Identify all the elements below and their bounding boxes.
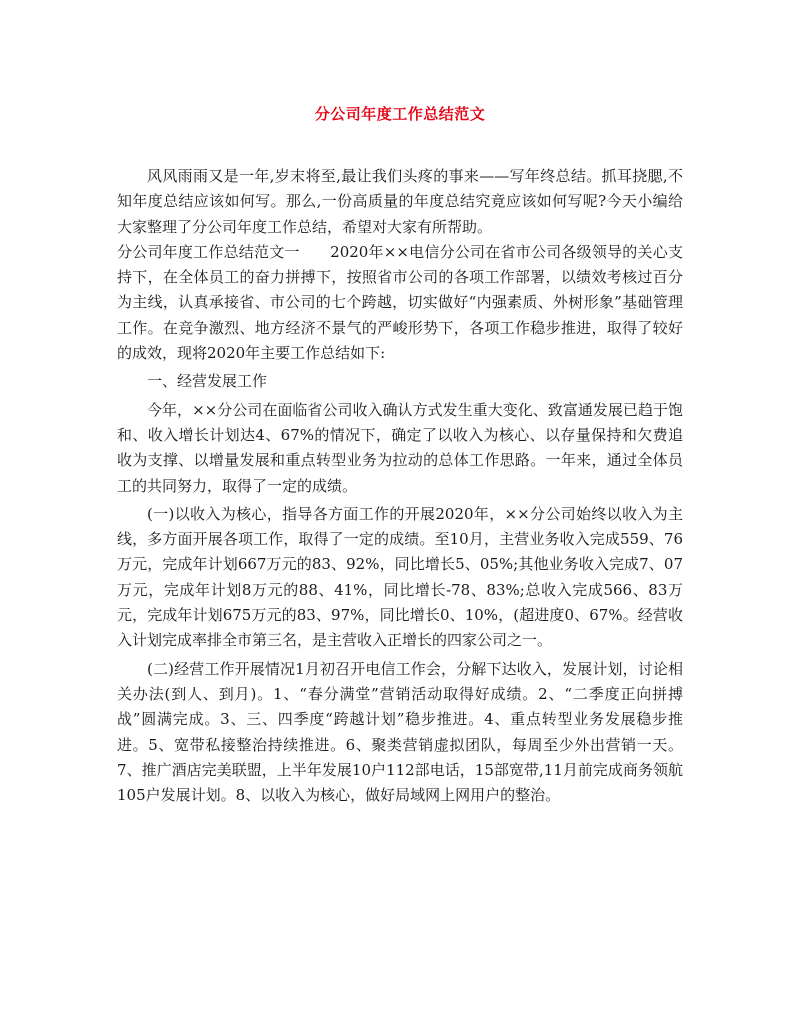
summary-intro-paragraph: 分公司年度工作总结范文一 2020年××电信分公司在省市公司各级领导的关心支持下，在全体员工的奋力拼搏下，按照省市公司的各项工作部署，以绩效考核过百分为主线，认真承接省、市公司的七个跨越，切实做好“内强素质、外树形象”基础管理工作。在竞争激烈、地方经济不景气的严峻形势下，各项工作稳步推进，取得了较好的成效，现将2020年主要工作总结如下: [117,242,683,363]
section-heading: 一、经营发展工作 [147,372,268,391]
body-paragraph: (一)以收入为核心，指导各方面工作的开展2020年，××分公司始终以收入为主线，多方面开展各项工作，取得了一定的成绩。至10月，主营业务收入完成559、76万元，完成年计划667万元的83、92%，同比增长5、05%;其他业务收入完成7、07万元，完成年计划8万元的88、41%，同比增长-78、83%;总收入完成566、83万元，完成年计划675万元的83、97%，同比增长0、10%，(超进度0、67%。经营收入计划完成率排全市第三名，是主营收入正增长的四家公司之一。 [117,504,683,650]
body-paragraph: 今年，××分公司在面临省公司收入确认方式发生重大变化、致富通发展已趋于饱和、收入增长计划达4、67%的情况下，确定了以收入为核心、以存量保持和欠费追收为支撑、以增量发展和重点转型业务为拉动的总体工作思路。一年来，通过全体员工的共同努力，取得了一定的成绩。 [117,400,683,495]
document-title: 分公司年度工作总结范文 [314,105,486,123]
intro-paragraph: 风风雨雨又是一年,岁末将至,最让我们头疼的事来——写年终总结。抓耳挠腮,不知年度总结应该如何写。那么,一份高质量的年度总结究竟应该如何写呢?今天小编给大家整理了分公司年度工作总结，希望对大家有所帮助。 [117,167,683,236]
document-body [117,164,683,808]
body-paragraph: (二)经营工作开展情况1月初召开电信工作会，分解下达收入，发展计划，讨论相关办法(到人、到月)。1、“春分满堂”营销活动取得好成绩。2、“二季度正向拼搏战”圆满完成。3、三、四季度“跨越计划”稳步推进。4、重点转型业务发展稳步推进。5、宽带私接整治持续推进。6、聚类营销虚拟团队，每周至少外出营销一天。7、推广酒店完美联盟，上半年发展10户112部电话，15部宽带,11月前完成商务领航105户发展计划。8、以收入为核心，做好局域网上网用户的整治。 [117,659,683,805]
